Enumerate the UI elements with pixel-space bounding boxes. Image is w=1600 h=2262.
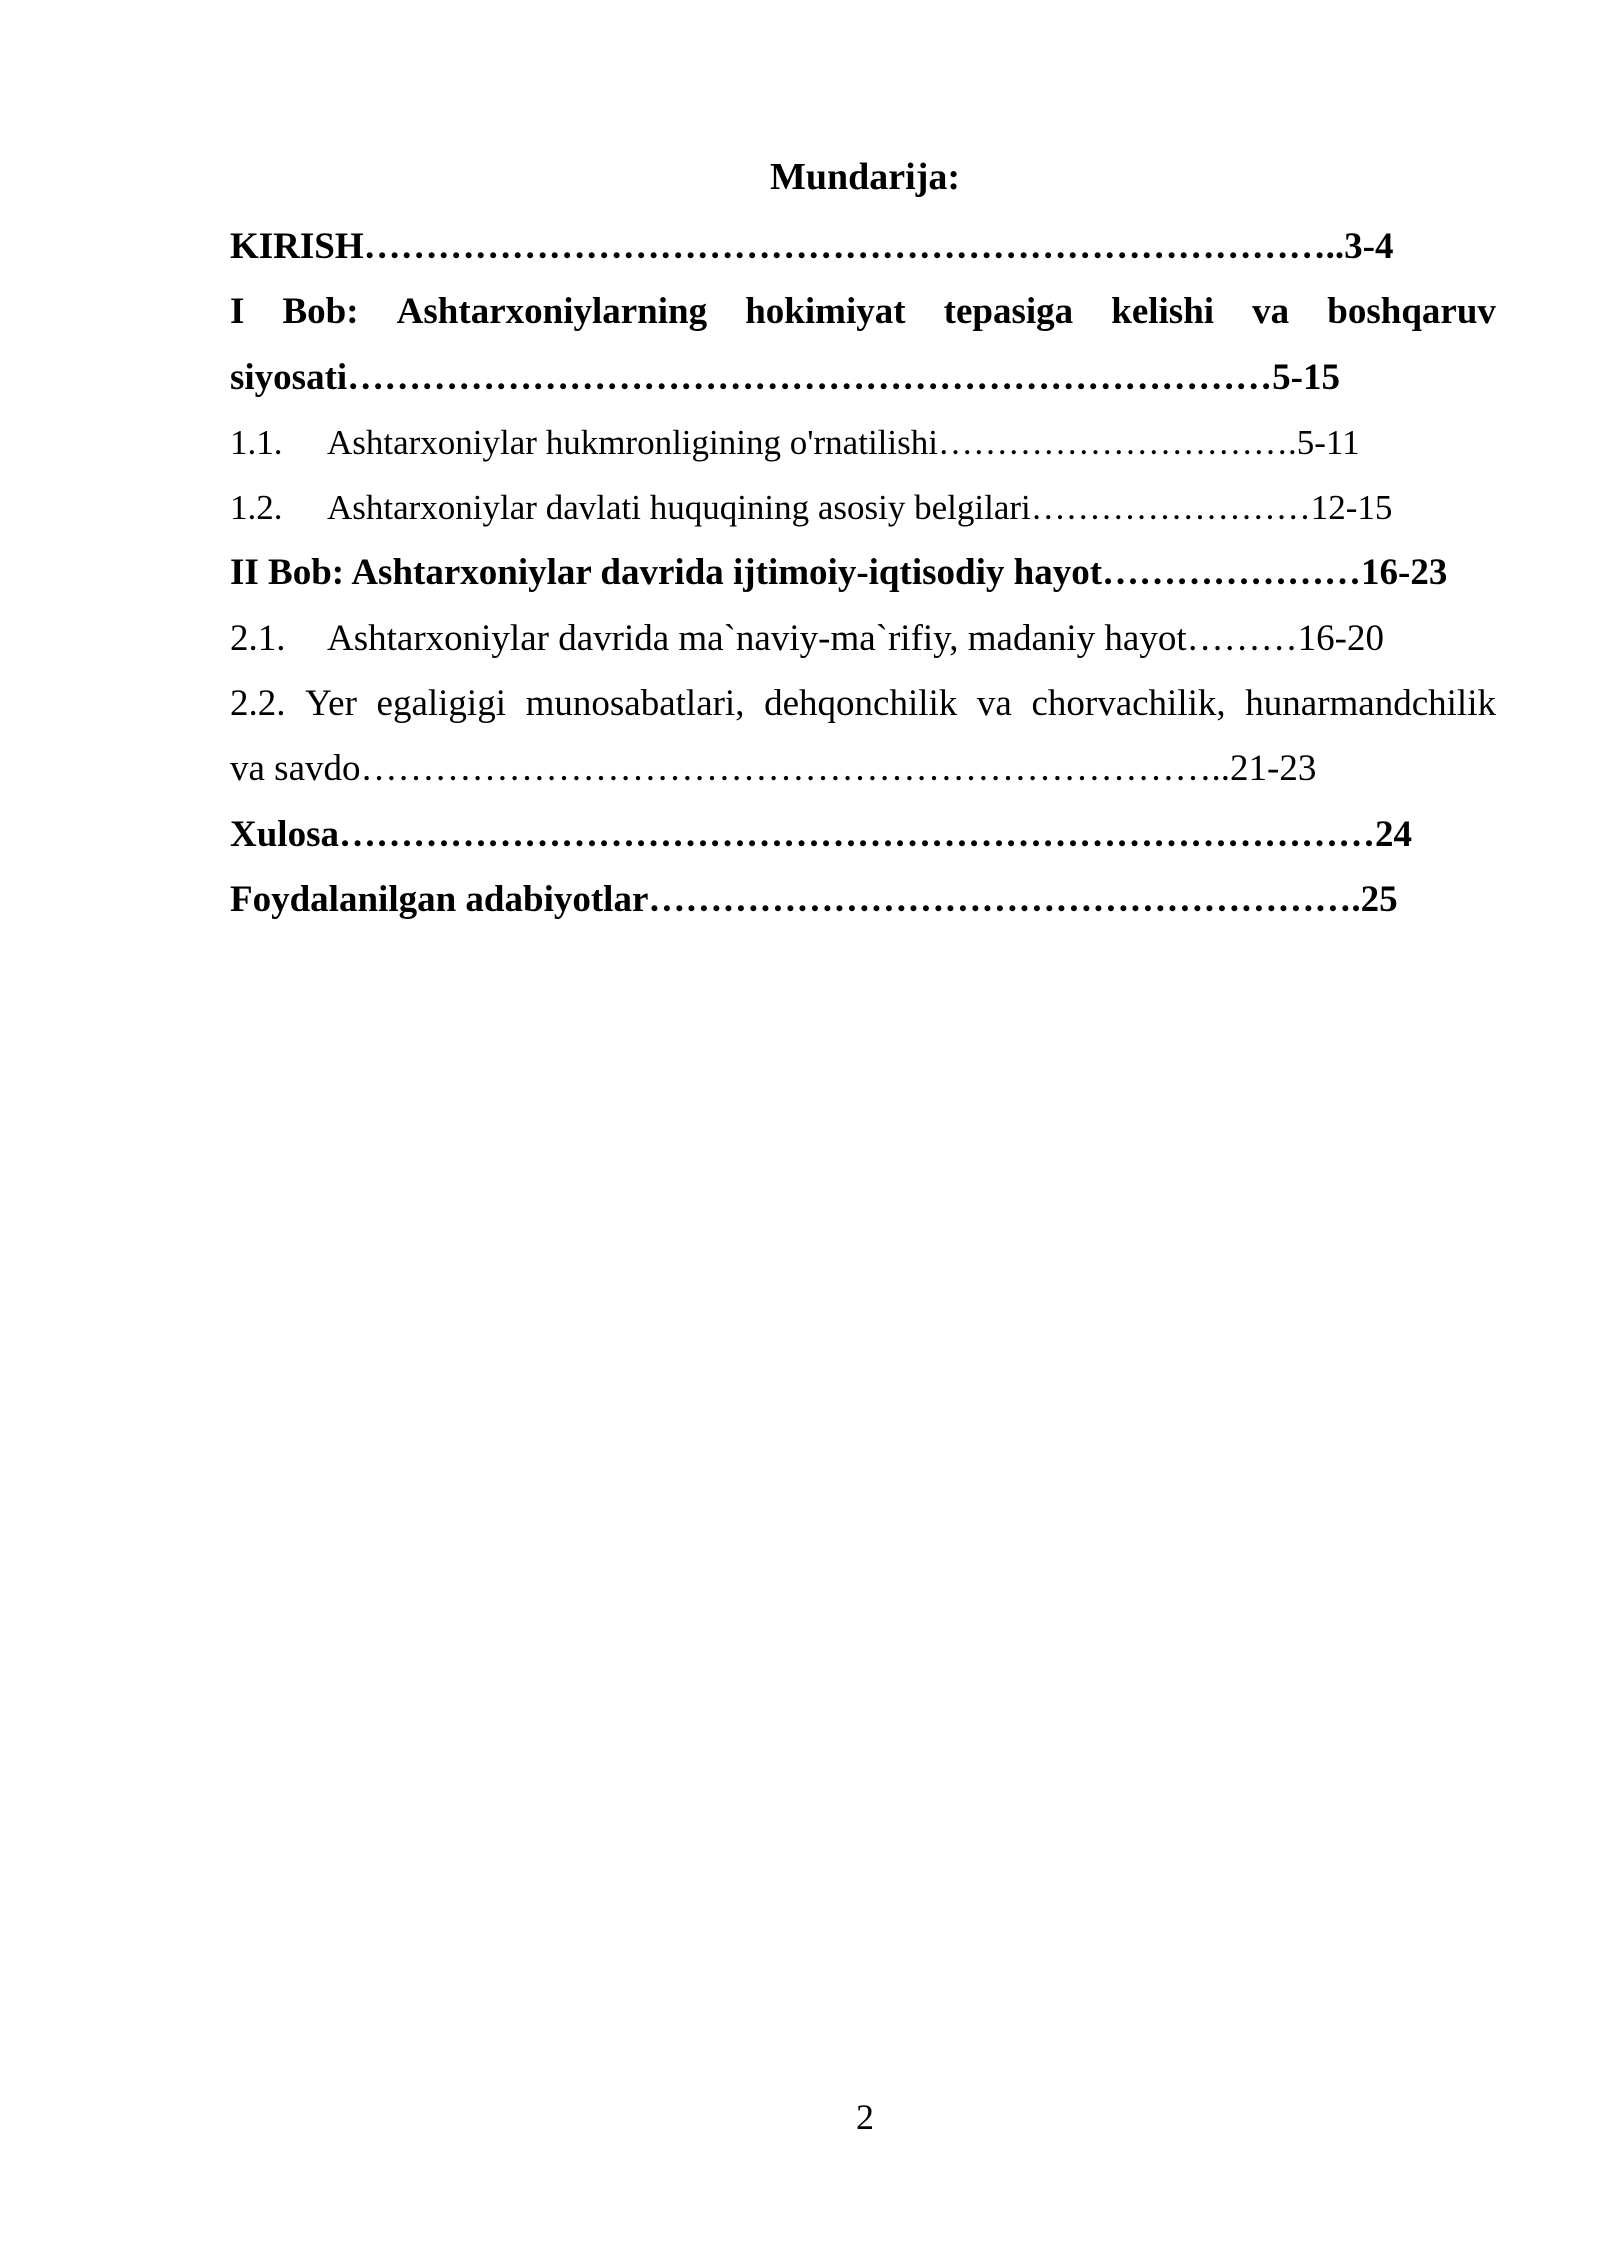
toc-entry-text: Ashtarxoniylar davlati huquqining asosiy belgilari……………………12-15 — [327, 488, 1393, 528]
page-number: 2 — [856, 2097, 874, 2137]
toc-entry-bob1-line1 — [230, 279, 1496, 344]
toc-word: boshqaruv — [1327, 291, 1496, 333]
toc-entry-2-2-line1 — [230, 671, 1496, 736]
toc-entry-2-1 — [230, 606, 1496, 671]
toc-entry-number: 2.2. — [230, 683, 286, 725]
toc-word: I — [230, 291, 245, 333]
toc-entry-bob1-line2: siyosati…………………………………………………………………5-15 — [230, 356, 1340, 398]
toc-entry-kirish: KIRISH……………………………………………………………………..3-4 — [230, 226, 1394, 267]
toc-word: kelishi — [1111, 291, 1215, 333]
toc-entry-1-1 — [230, 410, 1496, 475]
toc-entry-adabiyotlar: Foydalanilgan adabiyotlar………………………………………………….25 — [230, 878, 1398, 920]
toc-word: hokimiyat — [745, 291, 906, 333]
toc-word: Ashtarxoniylarning — [396, 291, 708, 333]
toc-word: Yer — [305, 683, 357, 725]
toc-word: hunarmandchilik — [1245, 683, 1496, 725]
toc-entry-bob2: II Bob: Ashtarxoniylar davrida ijtimoiy-iqtisodiy hayot…………………16-23 — [230, 552, 1448, 594]
toc-entry-number: 1.2. — [230, 488, 283, 528]
toc-entry-number: 2.1. — [230, 617, 286, 659]
toc-entry-text: Ashtarxoniylar davrida ma`naviy-ma`rifiy, madaniy hayot………16-20 — [327, 617, 1384, 659]
toc-title: Mundarija: — [770, 156, 960, 198]
toc-entry-number: 1.1. — [230, 422, 283, 462]
toc-entry-text: Ashtarxoniylar hukmronligining o'rnatilishi………………………….5-11 — [327, 422, 1360, 462]
toc-word: dehqonchilik — [764, 683, 958, 725]
toc-word: egaligigi — [376, 683, 506, 725]
toc-word: munosabatlari, — [525, 683, 745, 725]
toc-entry-2-2-line2: va savdo……………………………………………………………..21-23 — [230, 748, 1317, 790]
toc-word: va — [976, 683, 1012, 725]
toc-entry-xulosa: Xulosa…………………………………………………………………………24 — [230, 813, 1412, 855]
toc-entry-1-2 — [230, 475, 1496, 540]
toc-word: tepasiga — [943, 291, 1074, 333]
toc-word: chorvachilik, — [1031, 683, 1226, 725]
toc-word: va — [1252, 291, 1290, 333]
table-of-contents — [230, 214, 1496, 932]
toc-word: Bob: — [282, 291, 359, 333]
